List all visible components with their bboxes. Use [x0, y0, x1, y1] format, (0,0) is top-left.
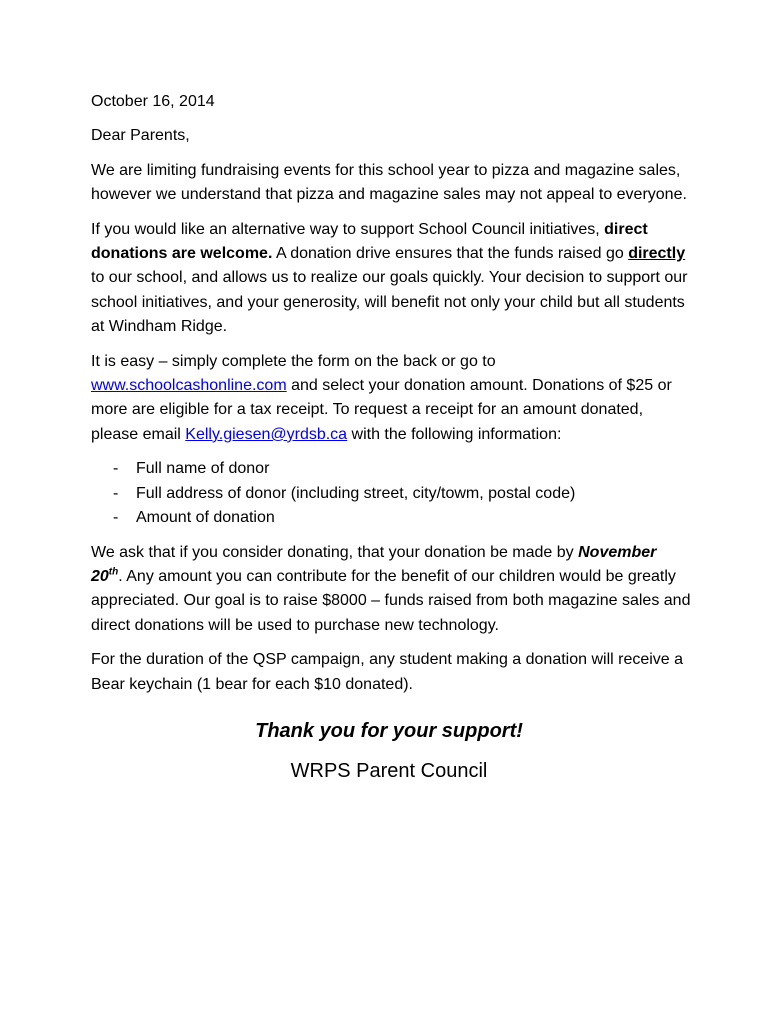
paragraph-qsp-campaign: For the duration of the QSP campaign, any student making a donation will receive a Bear keychain (1 bear for each $10 donated).	[91, 651, 684, 693]
list-item-text: Amount of donation	[136, 509, 275, 527]
letter-date: October 16, 2014	[91, 93, 215, 110]
list-dash: -	[113, 484, 119, 502]
paragraph-how-to-donate	[91, 350, 691, 448]
paragraph-text: . Any amount you can contribute for the benefit of our children would be greatly appreciated. Our goal is to raise $8000 – funds raised from both magazine sales and direct donations will be used to purchase new technology.	[91, 567, 691, 634]
paragraph-text: A donation drive ensures that the funds raised go	[272, 245, 629, 263]
list-item	[113, 482, 691, 506]
list-dash: -	[113, 509, 119, 527]
direct-donations-emphasis: direct donations are welcome.	[91, 220, 648, 263]
receipt-info-list	[91, 457, 691, 530]
list-item	[113, 506, 691, 530]
paragraph-text: It is easy – simply complete the form on the back or go to	[91, 352, 496, 370]
list-item	[113, 457, 691, 481]
list-dash: -	[113, 460, 119, 478]
paragraph-text: with the following information:	[347, 425, 562, 443]
directly-emphasis: directly	[628, 245, 686, 263]
paragraph-text: We ask that if you consider donating, that your donation be made by	[91, 543, 579, 561]
paragraph-text: and select your donation amount. Donations of $25 or more are eligible for a tax receipt. To request a receipt for an amount donated, please email	[91, 377, 672, 443]
list-item-text: Full name of donor	[136, 460, 270, 478]
paragraph-fundraising-limits: We are limiting fundraising events for this school year to pizza and magazine sales, however we understand that pizza and magazine sales may not appeal to everyone.	[91, 161, 687, 204]
paragraph-text: to our school, and allows us to realize our goals quickly. Your decision to support our school initiatives, and your generosity, will benefit not only your child but all students at Windham Ridge.	[91, 269, 688, 336]
thank-you-line: Thank you for your support!	[255, 719, 523, 742]
deadline-suffix: th	[108, 566, 119, 578]
deadline-text: November 20	[91, 543, 657, 585]
letter	[91, 90, 691, 785]
paragraph-text: If you would like an alternative way to support School Council initiatives,	[91, 220, 605, 238]
paragraph-direct-donations	[91, 218, 691, 340]
paragraph-deadline	[91, 541, 691, 639]
schoolcashonline-link[interactable]: www.schoolcashonline.com	[91, 377, 287, 395]
letter-salutation: Dear Parents,	[91, 127, 190, 145]
email-link[interactable]: Kelly.giesen@yrdsb.ca	[185, 425, 348, 443]
list-item-text: Full address of donor (including street, city/towm, postal code)	[136, 484, 576, 502]
signature: WRPS Parent Council	[290, 759, 488, 782]
